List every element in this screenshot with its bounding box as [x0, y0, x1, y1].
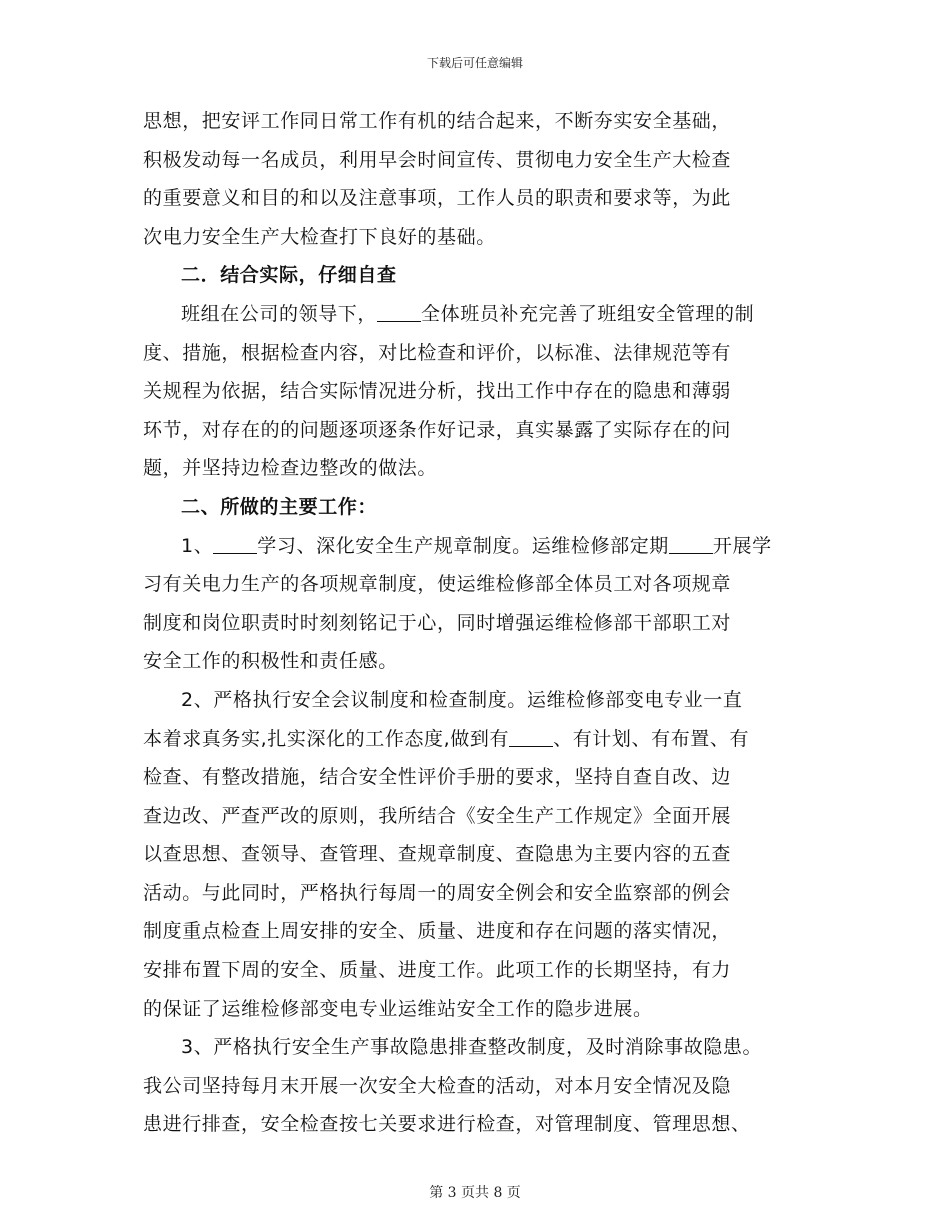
page-footer: 第 3 页共 8 页	[429, 1185, 521, 1201]
paragraph-line: 制度重点检查上周安排的安全、质量、进度和存在问题的落实情况，	[143, 920, 732, 943]
paragraph-line: 制度和岗位职责时时刻刻铭记于心，同时增强运维检修部干部职工对	[143, 611, 732, 634]
fill-blank	[213, 535, 257, 554]
document-body	[143, 102, 843, 1144]
fill-blank	[669, 535, 713, 554]
paragraph-line: 患进行排查，安全检查按七关要求进行检查，对管理制度、管理思想、	[143, 1113, 751, 1136]
paragraph-line: 检查、有整改措施，结合安全性评价手册的要求，坚持自查自改、边	[143, 766, 732, 789]
paragraph-line: 度、措施，根据检查内容，对比检查和评价，以标准、法律规范等有	[143, 341, 732, 364]
paragraph-line: 题，并坚持边检查边整改的做法。	[143, 457, 438, 480]
paragraph-line: 活动。与此同时，严格执行每周一的周安全例会和安全监察部的例会	[143, 881, 732, 904]
text-run: 班组在公司的领导下，	[181, 302, 378, 325]
text-run: 1、	[181, 534, 214, 557]
text-run: 开展学	[712, 534, 772, 557]
paragraph-line: 安全工作的积极性和责任感。	[143, 650, 398, 673]
section-heading: 二、所做的主要工作：	[181, 495, 378, 518]
paragraph-line: 2、严格执行安全会议制度和检查制度。运维检修部变电专业一直	[181, 688, 743, 711]
paragraph-line	[143, 295, 843, 334]
paragraph-line: 次电力安全生产大检查打下良好的基础。	[143, 225, 496, 248]
text-run: 学习、深化安全生产规章制度。运维检修部定期	[257, 534, 669, 557]
fill-blank	[377, 303, 421, 322]
paragraph-line: 3、严格执行安全生产事故隐患排查整改制度，及时消除事故隐患。	[181, 1036, 763, 1059]
paragraph-line: 习有关电力生产的各项规章制度，使运维检修部全体员工对各项规章	[143, 573, 732, 596]
paragraph-line: 环节，对存在的的问题逐项逐条作好记录，真实暴露了实际存在的问	[143, 418, 732, 441]
text-run: 、有计划、有布置、有	[553, 727, 750, 750]
paragraph-line: 查边改、严查严改的原则，我所结合《安全生产工作规定》全面开展	[143, 804, 732, 827]
paragraph-line: 积极发动每一名成员，利用早会时间宣传、贯彻电力安全生产大检查	[143, 148, 732, 171]
page-header: 下载后可任意编辑	[426, 56, 523, 70]
paragraph-line: 思想，把安评工作同日常工作有机的结合起来，不断夯实安全基础，	[143, 110, 732, 132]
text-run: 全体班员补充完善了班组安全管理的制	[421, 302, 755, 325]
paragraph-line: 关规程为依据，结合实际情况进分析，找出工作中存在的隐患和薄弱	[143, 380, 732, 403]
paragraph-line: 安排布置下周的安全、质量、进度工作。此项工作的长期坚持，有力	[143, 959, 732, 982]
paragraph-line	[143, 527, 843, 566]
paragraph-line: 以查思想、查领导、查管理、查规章制度、查隐患为主要内容的五查	[143, 843, 732, 866]
text-run: 本着求真务实,扎实深化的工作态度,做到有	[143, 727, 510, 750]
paragraph-line	[143, 720, 843, 759]
paragraph-line: 的保证了运维检修部变电专业运维站安全工作的隐步进展。	[143, 997, 653, 1020]
section-heading: 二．结合实际，仔细自查	[181, 264, 397, 287]
fill-blank	[509, 728, 553, 747]
paragraph-line: 的重要意义和目的和以及注意事项，工作人员的职责和要求等，为此	[143, 187, 732, 210]
paragraph-line: 我公司坚持每月末开展一次安全大检查的活动，对本月安全情况及隐	[143, 1074, 732, 1097]
